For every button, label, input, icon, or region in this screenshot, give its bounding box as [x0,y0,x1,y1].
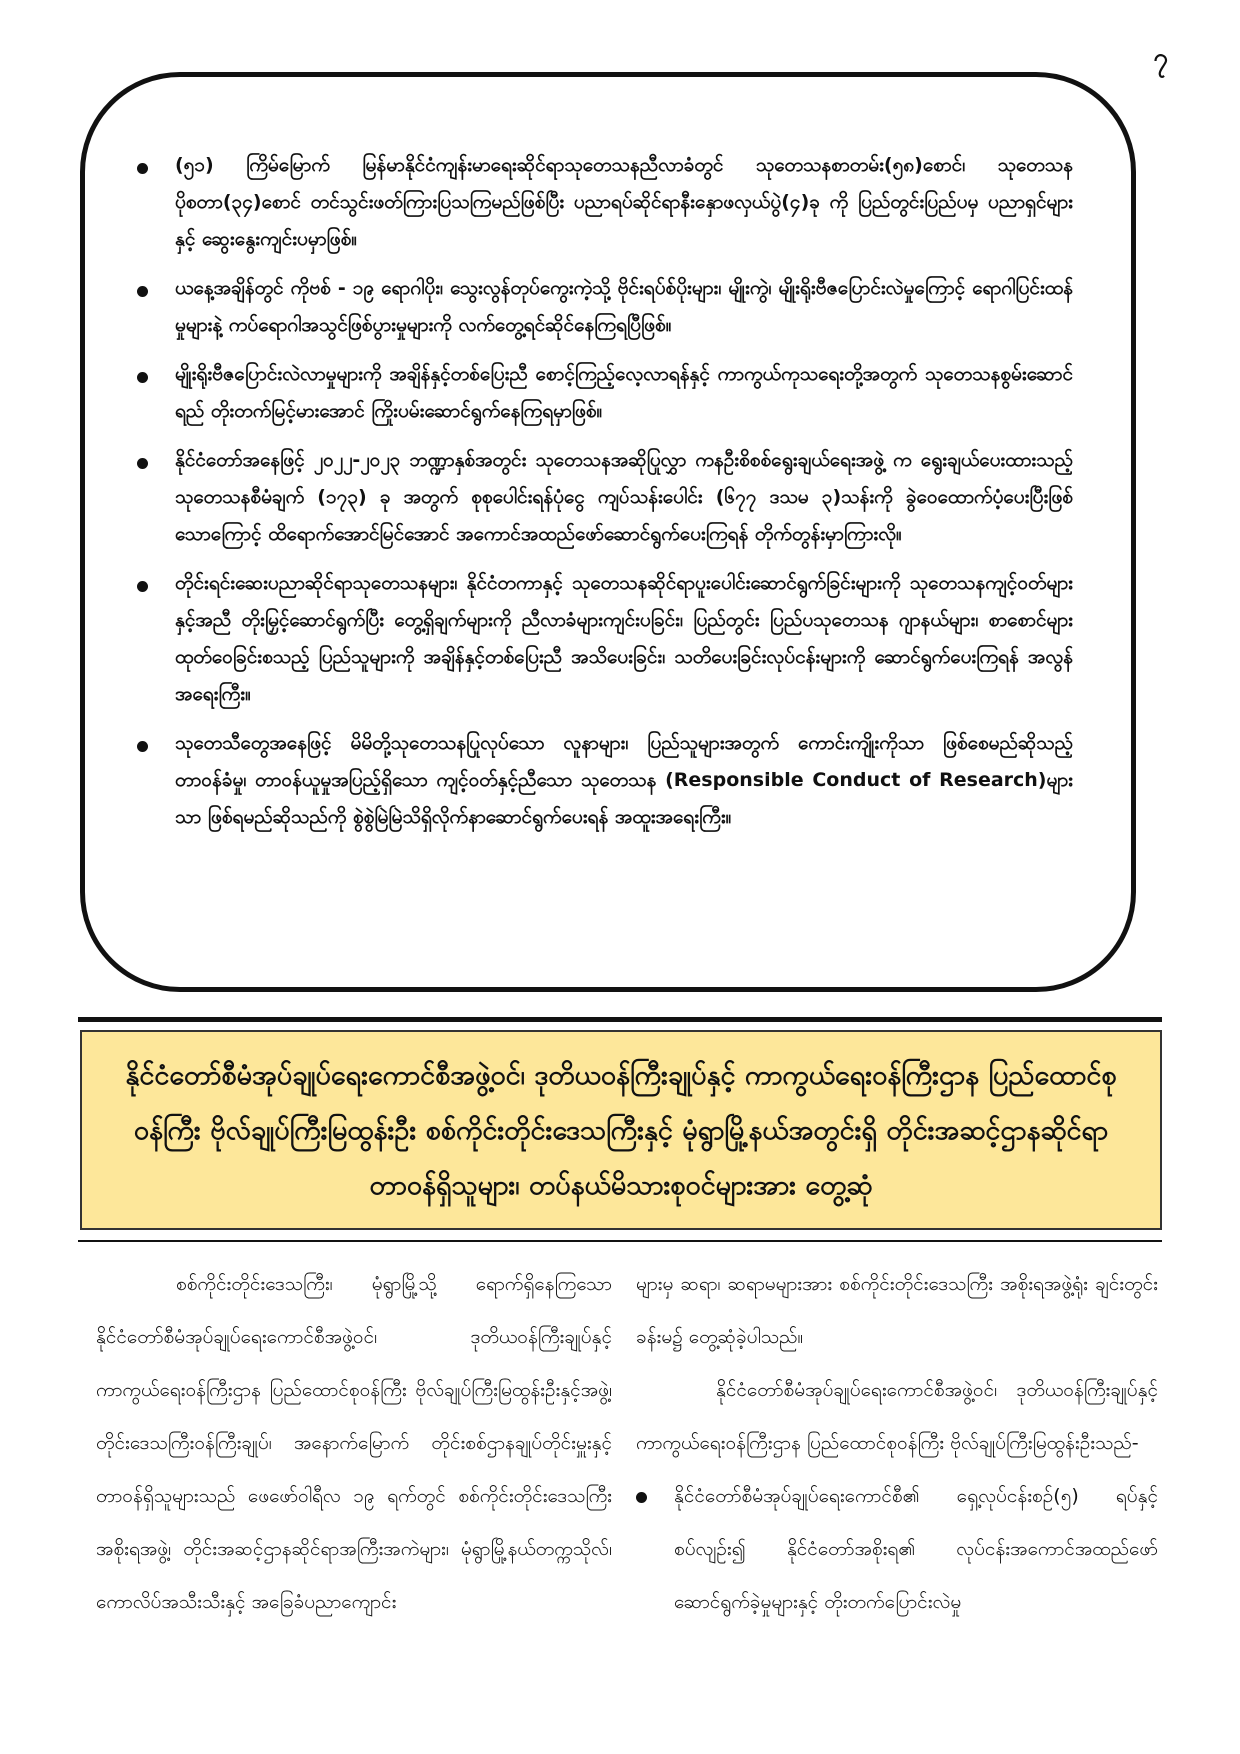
list-item [145,442,1073,553]
bullet-icon [137,581,148,592]
bullet-icon [137,458,148,469]
list-item [145,147,1073,258]
article-paragraph: များမှ ဆရာ၊ ဆရာမများအား စစ်ကိုင်းတိုင်းဒေသကြီး အစိုးရအဖွဲ့ရုံး ချင်းတွင်းခန်းမ၌ တွေ့ဆုံခဲ့ပါသည်။ [636,1273,1158,1348]
article-headline: နိုင်ငံတော်စီမံအုပ်ချုပ်ရေးကောင်စီအဖွဲ့ဝင်၊ ဒုတိယဝန်ကြီးချုပ်နှင့် ကာကွယ်ရေးဝန်ကြီးဌာန ပြည်ထောင်စုဝန်ကြီး ဗိုလ်ချုပ်ကြီးမြထွန်းဦး စစ်ကိုင်းတိုင်းဒေသကြီးနှင့် မုံရွာမြို့နယ်အတွင်းရှိ တိုင်းအဆင့်ဌာနဆိုင်ရာ တာဝန်ရှိသူများ၊ တပ်နယ်မိသားစုဝင်များအား တွေ့ဆုံ [125,1059,1117,1201]
bullet-icon [137,163,148,174]
list-item-text: (၅၁) ကြိမ်မြောက် မြန်မာနိုင်ငံကျန်းမာရေးဆိုင်ရာသုတေသနညီလာခံတွင် သုတေသနစာတမ်း(၅၈)စောင်၊ သုတေသနပိုစတာ(၃၄)စောင် တင်သွင်းဖတ်ကြားပြသကြမည်ဖြစ်ပြီး ပညာရပ်ဆိုင်ရာနီးနှောဖလှယ်ပွဲ(၄)ခု ကို ပြည်တွင်းပြည်ပမှ ပညာရှင်များနှင့် ဆွေးနွေးကျင်းပမှာဖြစ်။ [175,154,1073,250]
article-list [636,1470,1158,1629]
bullet-icon [137,286,148,297]
list-item-text: နိုင်ငံတော်အနေဖြင့် ၂၀၂၂-၂၀၂၃ ဘဏ္ဍာနှစ်အတွင်း သုတေသနအဆိုပြုလွှာ ကနဦးစိစစ်ရွေးချယ်ရေးအဖွဲ့ က ရွေးချယ်ပေးထားသည့် သုတေသနစီမံချက် (၁၇၃) ခု အတွက် စုစုပေါင်းရန်ပုံငွေ ကျပ်သန်းပေါင်း (၆၇၇ ဒသမ ၃)သန်းကို ခွဲဝေထောက်ပံ့ပေးပြီးဖြစ်သောကြောင့် ထိရောက်အောင်မြင်အောင် အကောင်အထည်ဖော်ဆောင်ရွက်ပေးကြရန် တိုက်တွန်းမှာကြားလို။ [175,449,1073,545]
list-item [145,725,1073,836]
bullet-icon [137,741,148,752]
article-column-right [636,1258,1158,1629]
highlights-box [80,72,1136,992]
list-item [636,1470,1158,1629]
list-item [145,270,1073,344]
headline-divider [78,1240,1162,1242]
list-item-text: မျိုးရိုးဗီဇပြောင်းလဲလာမှုများကို အချိန်နှင့်တစ်ပြေးညီ စောင့်ကြည့်လေ့လာရန်နှင့် ကာကွယ်ကုသရေးတို့အတွက် သုတေသနစွမ်းဆောင်ရည် တိုးတက်မြင့်မားအောင် ကြိုးပမ်းဆောင်ရွက်နေကြရမှာဖြစ်။ [175,363,1073,422]
list-item-text: တိုင်းရင်းဆေးပညာဆိုင်ရာသုတေသနများ၊ နိုင်ငံတကာနှင့် သုတေသနဆိုင်ရာပူးပေါင်းဆောင်ရွက်ခြင်းများကို သုတေသနကျင့်ဝတ်များနှင့်အညီ တိုးမြှင့်ဆောင်ရွက်ပြီး တွေ့ရှိချက်များကို ညီလာခံများကျင်းပခြင်း၊ ပြည်တွင်း ပြည်ပသုတေသန ဂျာနယ်များ၊ စာစောင်များထုတ်ဝေခြင်းစသည့် ပြည်သူများကို အချိန်နှင့်တစ်ပြေးညီ အသိပေးခြင်း၊ သတိပေးခြင်းလုပ်ငန်းများကို ဆောင်ရွက်ပေးကြရန် အလွန်အရေးကြီး။ [175,572,1073,705]
bullet-icon [137,372,148,383]
article-paragraph: စစ်ကိုင်းတိုင်းဒေသကြီး၊ မုံရွာမြို့သို့ ရောက်ရှိနေကြသော နိုင်ငံတော်စီမံအုပ်ချုပ်ရေးကောင်စီအဖွဲ့ဝင်၊ ဒုတိယဝန်ကြီးချုပ်နှင့် ကာကွယ်ရေးဝန်ကြီးဌာန ပြည်ထောင်စုဝန်ကြီး ဗိုလ်ချုပ်ကြီးမြထွန်းဦးနှင့်အဖွဲ့၊ တိုင်းဒေသကြီးဝန်ကြီးချုပ်၊ အနောက်မြောက် တိုင်းစစ်ဌာနချုပ်တိုင်းမှူးနှင့် တာဝန်ရှိသူများသည် ဖေဖော်ဝါရီလ ၁၉ ရက်တွင် စစ်ကိုင်းတိုင်းဒေသကြီး အစိုးရအဖွဲ့၊ တိုင်းအဆင့်ဌာနဆိုင်ရာအကြီးအကဲများ၊ မုံရွာမြို့နယ်တက္ကသိုလ်၊ ကောလိပ်အသီးသီးနှင့် အခြေခံပညာကျောင်း [96,1273,612,1613]
page-number: ၇ [1153,43,1168,73]
headline-banner [80,1030,1162,1230]
highlights-list [145,147,1073,836]
list-item [145,565,1073,713]
list-item-text: သုတေသီတွေအနေဖြင့် မိမိတို့သုတေသနပြုလုပ်သော လူနာများ၊ ပြည်သူများအတွက် ကောင်းကျိုးကိုသာ ဖြစ်စေမည်ဆိုသည့် တာဝန်ခံမှု၊ တာဝန်ယူမှုအပြည့်ရှိသော ကျင့်ဝတ်နှင့်ညီသော သုတေသန (Responsible Conduct of Research)များသာ ဖြစ်ရမည်ဆိုသည်ကို စွဲစွဲမြဲမြဲသိရှိလိုက်နာဆောင်ရွက်ပေးရန် အထူးအရေးကြီး။ [175,732,1073,828]
list-item-text: နိုင်ငံတော်စီမံအုပ်ချုပ်ရေးကောင်စီ၏ ရှေ့လုပ်ငန်းစဉ်(၅) ရပ်နှင့်စပ်လျဉ်း၍ နိုင်ငံတော်အစိုးရ၏ လုပ်ငန်းအကောင်အထည်ဖော်ဆောင်ရွက်ခဲ့မှုများနှင့် တိုးတက်ပြောင်းလဲမှု [674,1485,1158,1613]
list-item-text: ယနေ့အချိန်တွင် ကိုဗစ် - ၁၉ ရောဂါပိုး၊ သွေးလွန်တုပ်ကွေးကဲ့သို့ ဗိုင်းရပ်စ်ပိုးများ၊ မျိုးကွဲ၊ မျိုးရိုးဗီဇပြောင်းလဲမှုကြောင့် ရောဂါပြင်းထန်မှုများနဲ့ ကပ်ရောဂါအသွင်ဖြစ်ပွားမှုများကို လက်တွေ့ရင်ဆိုင်နေကြရပြီဖြစ်။ [175,277,1073,336]
list-item [145,356,1073,430]
article-column-left [96,1258,612,1629]
bullet-icon [636,1492,647,1503]
section-divider [78,1017,1162,1022]
article-paragraph: နိုင်ငံတော်စီမံအုပ်ချုပ်ရေးကောင်စီအဖွဲ့ဝင်၊ ဒုတိယဝန်ကြီးချုပ်နှင့် ကာကွယ်ရေးဝန်ကြီးဌာန ပြည်ထောင်စုဝန်ကြီး ဗိုလ်ချုပ်ကြီးမြထွန်းဦးသည်- [636,1379,1158,1454]
